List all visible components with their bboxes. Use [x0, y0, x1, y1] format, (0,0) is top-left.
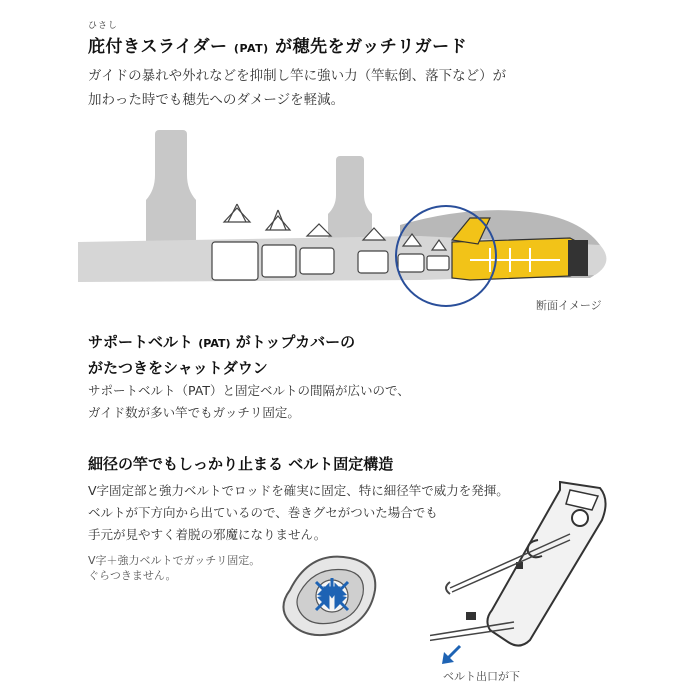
furigana: ひさし	[88, 21, 119, 31]
body-line: ガイドの暴れや外れなどを抑制し竿に強い力（竿転倒、落下など）が	[88, 68, 507, 84]
post-shape	[155, 130, 187, 180]
title-part: がトップカバーの	[235, 333, 356, 351]
body-line: 加わった時でも穂先へのダメージを軽減。	[88, 92, 345, 108]
guide-ring	[212, 242, 258, 280]
v-fixing-note	[88, 553, 260, 583]
post-shape	[336, 156, 364, 200]
section2-title	[88, 330, 355, 380]
guide-ring	[398, 254, 424, 272]
holder-hole	[572, 510, 588, 526]
section1-body	[88, 64, 506, 112]
note-line: ぐらつきません。	[88, 569, 177, 582]
cross-section-diagram	[0, 120, 700, 320]
section3-title: 細径の竿でもしっかり止まる ベルト固定構造	[88, 455, 394, 473]
guide-triangle	[224, 208, 250, 222]
guide-triangle	[307, 224, 331, 236]
pat-label: (PAT)	[233, 42, 269, 55]
note-line: V字＋強力ベルトでガッチリ固定。	[88, 554, 261, 567]
belt-end	[446, 582, 450, 594]
section2-body	[88, 380, 410, 424]
section1-title-rest: が穂先をガッチリガード	[275, 37, 468, 57]
body-line: 手元が見やすく着脱の邪魔になりません。	[88, 527, 327, 542]
body-line: サポートベルト（PAT）と固定ベルトの間隔が広いので、	[88, 383, 410, 398]
section2-title-line1	[88, 330, 355, 356]
guide-ring	[358, 251, 388, 273]
body-line: ガイド数が多い竿でもガッチリ固定。	[88, 405, 300, 420]
guide-ring	[300, 248, 334, 274]
belt-buckle	[466, 612, 476, 620]
cross-section-caption: 断面イメージ	[536, 299, 602, 312]
guide-ring	[262, 245, 296, 277]
pat-label: (PAT)	[198, 337, 231, 350]
body-line: V字固定部と強力ベルトでロッドを確実に固定、特に細径竿で威力を発揮。	[88, 483, 509, 498]
belt-exit-caption: ベルト出口が下	[443, 670, 520, 683]
belt-holder-diagram	[430, 470, 620, 660]
guide-triangle	[266, 216, 290, 230]
section1-title	[88, 32, 467, 57]
section2-title-line2: がたつきをシャットダウン	[88, 359, 268, 377]
down-left-arrow-icon	[440, 642, 464, 666]
guide-ring	[427, 256, 449, 270]
v-fixing-diagram	[270, 540, 390, 650]
body-line: ベルトが下方向から出ているので、巻きグセがついた場合でも	[88, 505, 438, 520]
title-part: サポートベルト	[88, 333, 194, 351]
slider-cap	[568, 240, 588, 276]
section1-title-main: 庇付きスライダー	[88, 37, 228, 57]
